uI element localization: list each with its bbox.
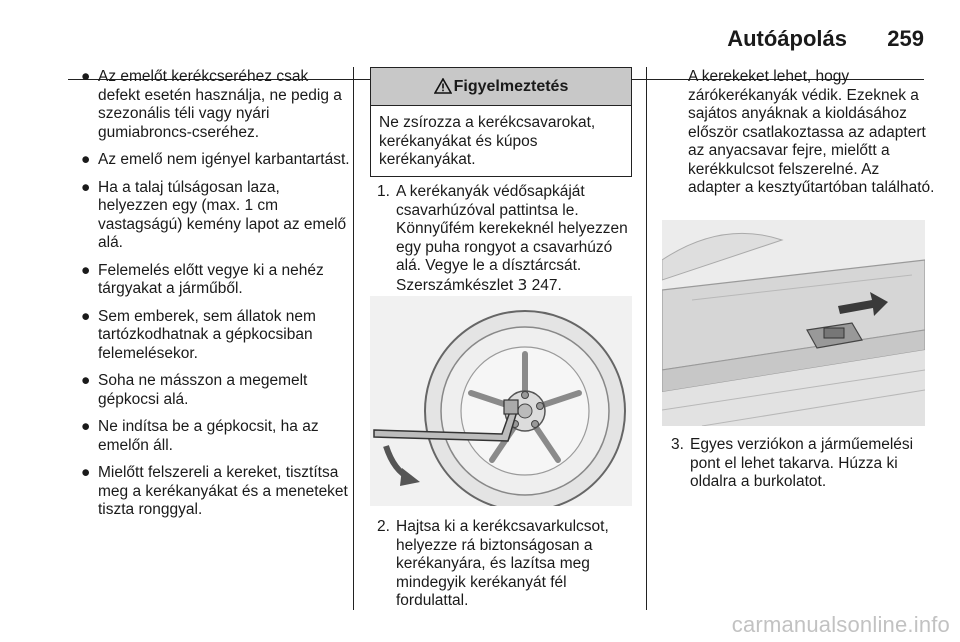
step-1-text: A kerékanyák védősapkáját csavarhúzóval pattintsa le. Könnyűfém kerekeknél helyezzen egy puha rongyot a csavarhúzó alá. Vegye le a dísztárcsát. Szerszámkészlet [396,183,628,294]
warning-title: Figyelmeztetés [453,77,569,95]
list-item: ● Mielőtt felszereli a kereket, tisztítsa meg a kerékanyákat és a meneteket tiszta ronggyal. [81,464,348,518]
list-item: ● Ha a talaj túlságosan laza, helyezzen egy (max. 1 cm vastagságú) kemény lapot az emelő alá. [81,178,347,251]
page-header [0,26,960,56]
list-item: 1. A kerékanyák védősapkáját csavarhúzóval pattintsa le. Könnyűfém kerekeknél helyezzen egy puha rongyot a csavarhúzó alá. Vegye le a dísztárcsát. Szerszámkészlet 3 247. [377,183,628,294]
jacking-point-illustration [662,220,925,426]
step-3-text: Egyes verziókon a járműemelési pont el lehet takarva. Húzza ki oldalra a burkolatot. [690,436,914,490]
step-1 [372,183,634,295]
left-column [78,68,350,529]
list-item: ● Soha ne másszon a megemelt gépkocsi alá. [81,372,308,408]
column-divider-left [353,67,354,610]
list-item: ● Az emelőt kerékcseréhez csak defekt esetén használja, ne pedig a szezonális téli vagy nyári gumiabroncs-cseréhez. [81,68,342,141]
list-item: 3. Egyes verziókon a járműemelési pont el lehet takarva. Húzza ki oldalra a burkolatot. [671,436,914,490]
watermark: carmanualsonline.info [731,612,950,637]
warning-box [370,67,632,177]
locking-nuts-paragraph: A kerekeket lehet, hogy zárókerékanyák védik. Ezeknek a sajátos anyáknak a kioldásához először csatlakoztassa az adaptert az anyacsavar fejre, mielőtt a kerékkulcsot felszerelné. Az adapter a kesztyűtartóban található. [688,68,935,196]
wheel-wrench-illustration [370,296,632,506]
page-reference: 247. [531,276,562,294]
page-number: 259 [887,26,924,51]
list-item: ● Ne indítsa be a gépkocsit, ha az emelőn áll. [81,418,319,454]
step-2 [372,518,634,611]
warning-header [371,68,631,106]
list-item: 2. Hajtsa ki a kerékcsavarkulcsot, helyezze rá biztonságosan a kerékanyára, és lazítsa meg mindegyik kerékanyát fél fordulattal. [377,518,609,609]
step-3 [666,436,934,492]
list-item: ● Sem emberek, sem állatok nem tartózkodhatnak a gépkocsiban felemelésekor. [81,307,316,362]
reference-arrow-icon: 3 [517,275,528,294]
warning-triangle-icon [434,78,452,94]
column-divider-right [646,67,647,610]
precautions-list [78,68,350,520]
list-item: ● Felemelés előtt vegye ki a nehéz tárgyakat a járműből. [81,261,324,297]
step-2-text: Hajtsa ki a kerékcsavarkulcsot, helyezze rá biztonságosan a kerékanyára, és lazítsa meg mindegyik kerékanyát fél fordulattal. [396,518,609,609]
warning-text: Ne zsírozza a kerékcsavarokat, kerékanyákat és kúpos kerékanyákat. [379,114,596,168]
list-item: ● Az emelő nem igényel karbantartást. [81,151,350,168]
section-title: Autóápolás [727,26,847,51]
